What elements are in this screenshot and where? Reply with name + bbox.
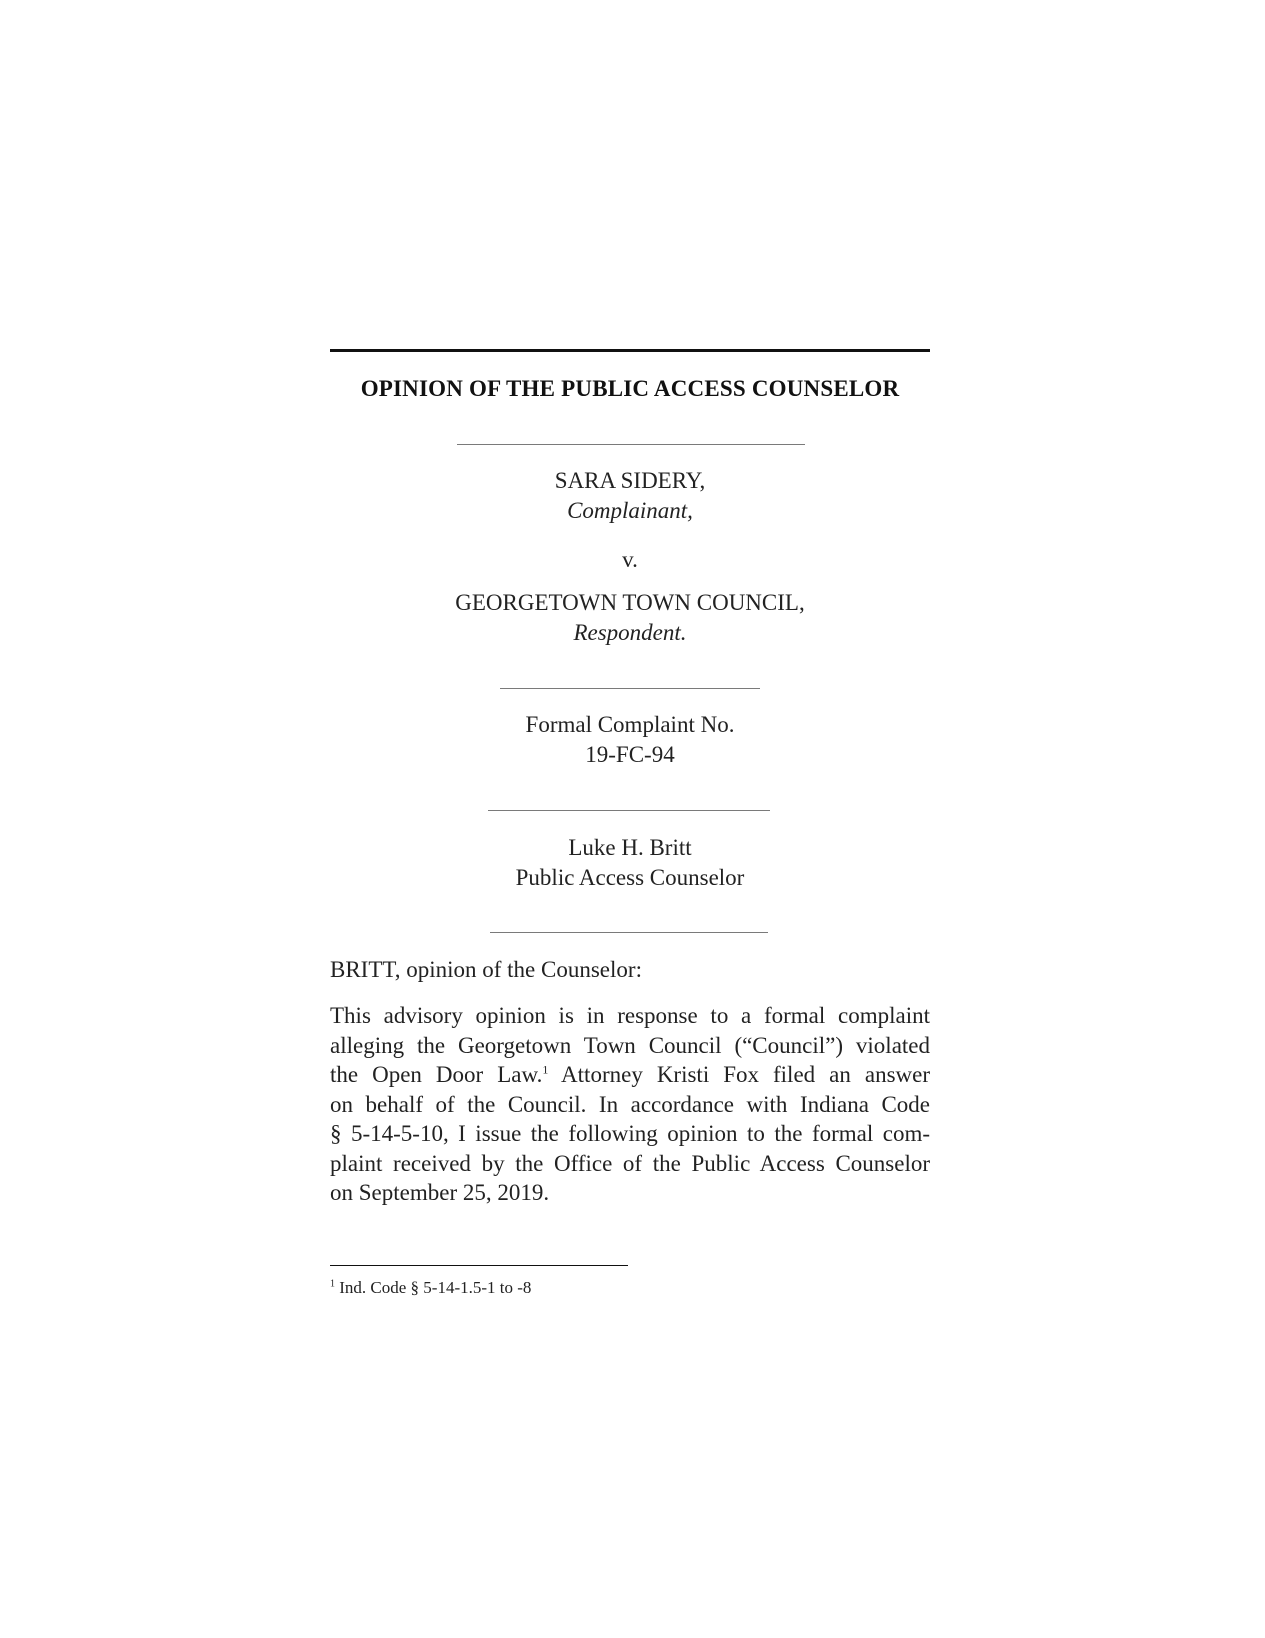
respondent-block bbox=[330, 588, 930, 648]
divider-rule bbox=[488, 810, 770, 811]
page-title: OPINION OF THE PUBLIC ACCESS COUNSELOR bbox=[360, 376, 900, 401]
divider-rule bbox=[500, 688, 760, 689]
complainant-name: SARA SIDERY, bbox=[554, 468, 706, 493]
footnote bbox=[330, 1277, 531, 1299]
paragraph-line: alleging the Georgetown Town Council (“Council”) violated bbox=[330, 1032, 930, 1058]
footnote-rule bbox=[330, 1265, 628, 1266]
paragraph-line: This advisory opinion is in response to a formal complaint bbox=[330, 1003, 930, 1028]
opinion-paragraph bbox=[330, 1001, 930, 1208]
paragraph-line-text: Attorney Kristi Fox filed an answer bbox=[548, 1062, 931, 1087]
counselor-title: Public Access Counselor bbox=[515, 865, 745, 890]
footnote-ref: 1 bbox=[542, 1062, 549, 1077]
paragraph-line: § 5-14-5-10, I issue the following opinion to the formal com- bbox=[330, 1121, 930, 1146]
paragraph-line-text: the Open Door Law. bbox=[330, 1062, 543, 1087]
top-rule bbox=[330, 349, 930, 352]
complaint-number: 19-FC-94 bbox=[585, 742, 675, 767]
paragraph-line: on September 25, 2019. bbox=[330, 1180, 550, 1205]
counselor-name: Luke H. Britt bbox=[568, 835, 692, 860]
divider-rule bbox=[457, 444, 805, 445]
versus-text: v. bbox=[622, 547, 638, 572]
footnote-marker: 1 bbox=[330, 1278, 335, 1290]
paragraph-line: on behalf of the Council. In accordance with Indiana Code bbox=[330, 1091, 930, 1117]
divider-rule bbox=[490, 932, 768, 933]
complaint-label: Formal Complaint No. bbox=[525, 712, 735, 737]
complaint-block bbox=[330, 710, 930, 770]
counselor-block bbox=[330, 833, 930, 893]
paragraph-line: plaint received by the Office of the Public Access Counselor bbox=[330, 1150, 930, 1176]
paragraph-line bbox=[330, 1060, 930, 1090]
versus-block bbox=[330, 545, 930, 575]
complainant-block bbox=[330, 466, 930, 526]
opinion-opening: BRITT, opinion of the Counselor: bbox=[330, 957, 642, 982]
respondent-name: GEORGETOWN TOWN COUNCIL, bbox=[455, 590, 805, 615]
footnote-text: Ind. Code § 5-14-1.5-1 to -8 bbox=[335, 1278, 532, 1297]
complainant-role: Complainant, bbox=[567, 498, 693, 523]
respondent-role: Respondent. bbox=[573, 620, 687, 645]
